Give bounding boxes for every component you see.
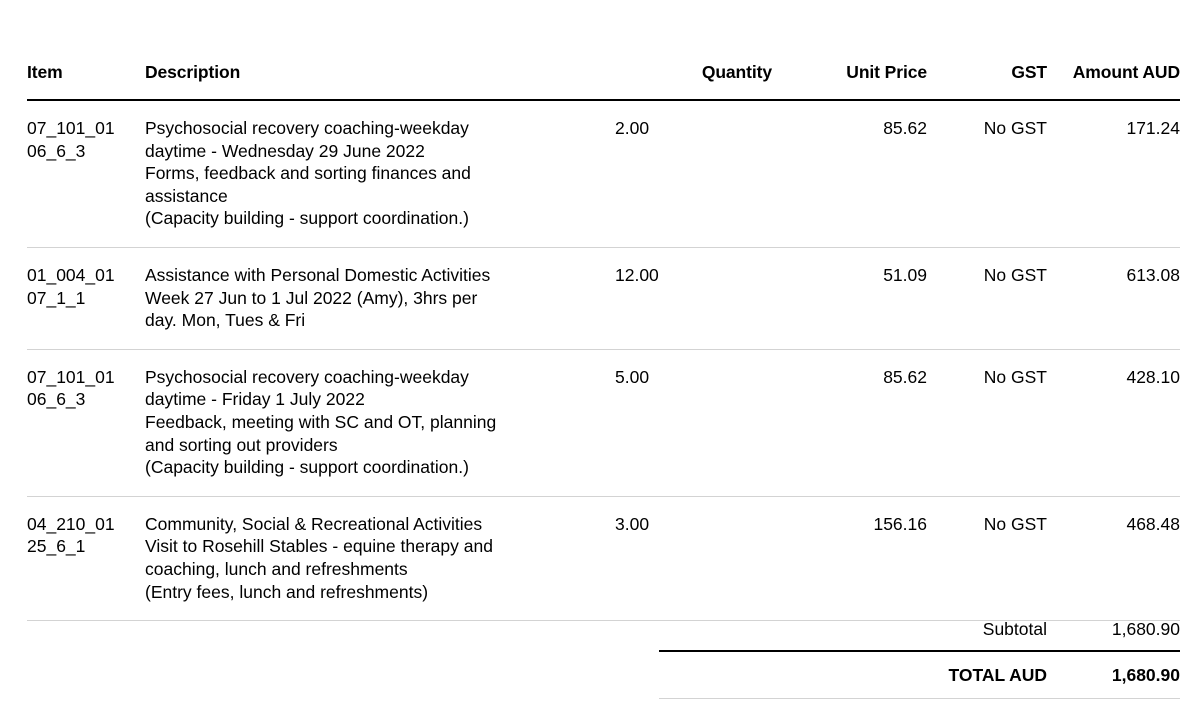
description-line: Forms, feedback and sorting finances and (145, 163, 471, 184)
description-line: Visit to Rosehill Stables - equine therapy and (145, 536, 493, 557)
totals-table (659, 608, 1180, 699)
description-line: Community, Social & Recreational Activities (145, 513, 483, 534)
description-line: Week 27 Jun to 1 Jul 2022 (Amy), 3hrs per (145, 287, 478, 308)
cell-unit-price: 51.09 (772, 247, 927, 349)
description-line: daytime - Wednesday 29 June 2022 (145, 140, 425, 161)
cell-item-code (27, 349, 145, 496)
table-header (27, 62, 1180, 100)
column-header-quantity: Quantity (615, 62, 772, 100)
cell-item-code (27, 247, 145, 349)
cell-unit-price: 85.62 (772, 100, 927, 247)
cell-description (145, 496, 615, 620)
table-row (27, 496, 1180, 620)
cell-quantity: 3.00 (615, 496, 772, 620)
description-line: and sorting out providers (145, 434, 338, 455)
cell-quantity: 5.00 (615, 349, 772, 496)
column-header-item: Item (27, 62, 145, 100)
cell-quantity: 12.00 (615, 247, 772, 349)
item-code-line: 07_101_01 (27, 118, 115, 138)
item-code-line: 06_6_3 (27, 140, 86, 161)
table-header-row (27, 62, 1180, 100)
description-line: Assistance with Personal Domestic Activities (145, 264, 491, 285)
cell-amount: 171.24 (1047, 100, 1180, 247)
description-line: assistance (145, 185, 228, 206)
item-code-line: 06_6_3 (27, 389, 86, 410)
cell-description (145, 349, 615, 496)
column-header-amount-aud: Amount AUD (1047, 62, 1180, 100)
table-row (27, 100, 1180, 247)
column-header-description: Description (145, 62, 615, 100)
cell-quantity: 2.00 (615, 100, 772, 247)
cell-gst: No GST (927, 247, 1047, 349)
description-line: Psychosocial recovery coaching-weekday (145, 118, 469, 138)
description-line: daytime - Friday 1 July 2022 (145, 389, 365, 410)
description-line: (Entry fees, lunch and refreshments) (145, 581, 429, 602)
column-header-unit-price: Unit Price (772, 62, 927, 100)
item-code-line: 01_004_01 (27, 264, 115, 285)
description-line: Feedback, meeting with SC and OT, planning (145, 411, 497, 432)
cell-gst: No GST (927, 349, 1047, 496)
description-line: coaching, lunch and refreshments (145, 558, 408, 579)
cell-description (145, 100, 615, 247)
totals-section (659, 608, 1180, 699)
subtotal-value: 1,680.90 (1047, 608, 1180, 651)
item-code-line: 25_6_1 (27, 536, 86, 557)
table-row (27, 349, 1180, 496)
description-line: day. Mon, Tues & Fri (145, 310, 306, 331)
column-header-gst: GST (927, 62, 1047, 100)
description-line: (Capacity building - support coordination.) (145, 208, 469, 229)
subtotal-label: Subtotal (659, 608, 1047, 651)
cell-unit-price: 85.62 (772, 349, 927, 496)
cell-description (145, 247, 615, 349)
line-items-body (27, 100, 1180, 621)
item-code-line: 04_210_01 (27, 513, 115, 534)
cell-amount: 428.10 (1047, 349, 1180, 496)
cell-amount: 613.08 (1047, 247, 1180, 349)
cell-item-code (27, 496, 145, 620)
total-label: TOTAL AUD (659, 651, 1047, 699)
cell-amount: 468.48 (1047, 496, 1180, 620)
cell-gst: No GST (927, 496, 1047, 620)
total-row (659, 651, 1180, 699)
cell-unit-price: 156.16 (772, 496, 927, 620)
description-line: Psychosocial recovery coaching-weekday (145, 366, 469, 387)
subtotal-row (659, 608, 1180, 651)
total-value: 1,680.90 (1047, 651, 1180, 699)
item-code-line: 07_101_01 (27, 366, 115, 387)
item-code-line: 07_1_1 (27, 287, 86, 308)
table-row (27, 247, 1180, 349)
cell-gst: No GST (927, 100, 1047, 247)
line-items-table (27, 62, 1180, 621)
description-line: (Capacity building - support coordination.) (145, 457, 469, 478)
cell-item-code (27, 100, 145, 247)
